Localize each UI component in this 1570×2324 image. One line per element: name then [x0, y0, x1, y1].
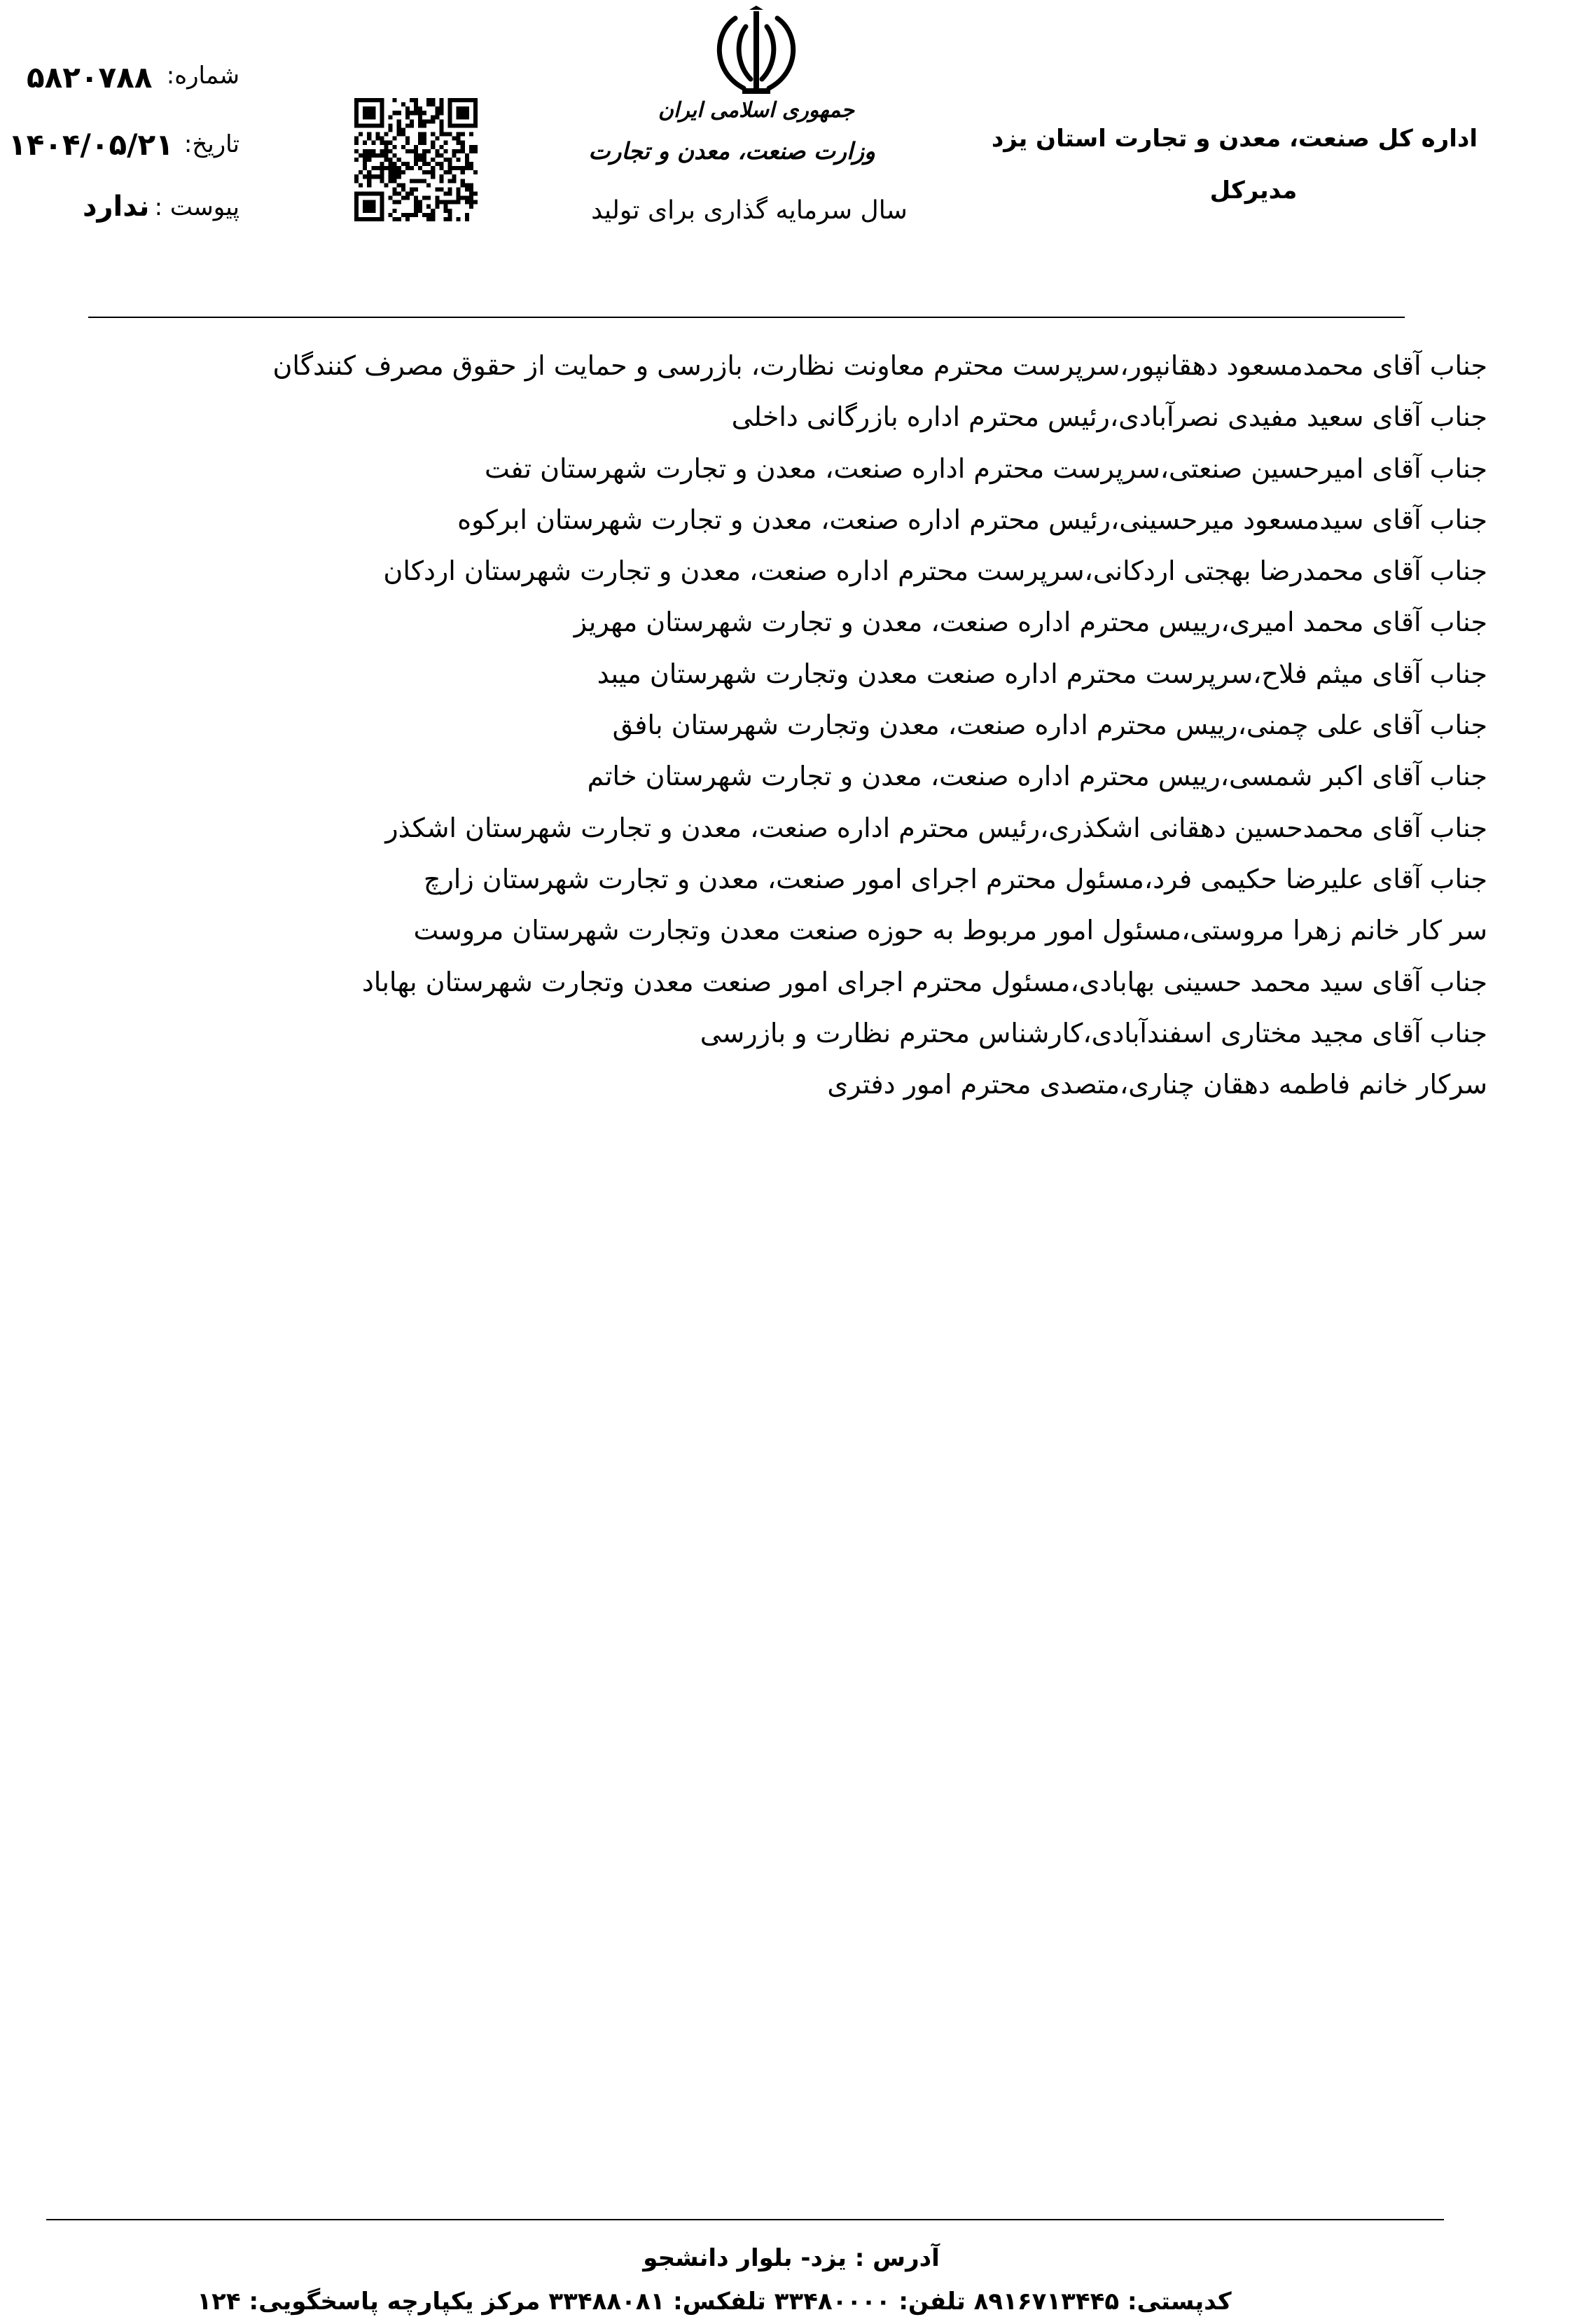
- list-item: جناب آقای مجید مختاری اسفندآبادی،کارشناس محترم نظارت و بازرسی: [700, 1017, 1487, 1049]
- list-item: جناب آقای امیرحسین صنعتی،سرپرست محترم اداره صنعت، معدن و تجارت شهرستان تفت: [484, 452, 1487, 484]
- signatory-title: مدیرکل: [1209, 177, 1298, 205]
- qr-code: [354, 98, 478, 221]
- recipient-list: [157, 340, 1487, 1110]
- list-item: جناب آقای میثم فلاح،سرپرست محترم اداره صنعت معدن وتجارت شهرستان میبد: [597, 658, 1487, 689]
- list-item: جناب آقای محمدحسین دهقانی اشکذری،رئیس محترم اداره صنعت، معدن و تجارت شهرستان اشکذر: [385, 812, 1487, 843]
- letter-date-label: تاریخ:: [183, 130, 239, 158]
- letter-date-value: ۱۴۰۴/۰۵/۲۱: [8, 127, 174, 162]
- list-item: جناب آقای سیدمسعود میرحسینی،رئیس محترم اداره صنعت، معدن و تجارت شهرستان ابرکوه: [457, 504, 1487, 535]
- letter-attachment-value: ندارد: [83, 191, 150, 223]
- list-item: جناب آقای محمدمسعود دهقانپور،سرپرست محترم معاونت نظارت، بازرسی و حمایت از حقوق مصرف کنندگان: [272, 350, 1487, 381]
- list-item: جناب آقای علی چمنی،رییس محترم اداره صنعت، معدن وتجارت شهرستان بافق: [612, 710, 1487, 741]
- header-divider: [88, 317, 1405, 318]
- footer-contact: کدپستی: ۸۹۱۶۷۱۳۴۴۵ تلفن: ۳۳۴۸۰۰۰۰ تلفکس: ۳۳۴۸۸۰۸۱ مرکز یکپارچه پاسخگویی: ۱۲۴: [197, 2288, 1232, 2316]
- republic-name: جمهوری اسلامی ایران: [658, 98, 854, 123]
- list-item: جناب آقای سید محمد حسینی بهابادی،مسئول محترم اجرای امور صنعت معدن وتجارت شهرستان بهاباد: [361, 966, 1487, 997]
- ministry-name: وزارت صنعت، معدن و تجارت: [588, 137, 875, 165]
- organization-name: اداره کل صنعت، معدن و تجارت استان یزد: [991, 125, 1478, 153]
- list-item: جناب آقای محمدرضا بهجتی اردکانی،سرپرست محترم اداره صنعت، معدن و تجارت شهرستان اردکان: [383, 555, 1487, 587]
- footer-address: آدرس : یزد- بلوار دانشجو: [643, 2244, 940, 2272]
- letter-date-row: [184, 130, 239, 158]
- letter-number-value: ۵۸۲۰۷۸۸: [27, 60, 153, 95]
- list-item: سر کار خانم زهرا مروستی،مسئول امور مربوط به حوزه صنعت معدن وتجارت شهرستان مروست: [413, 915, 1487, 946]
- letter-number-label: شماره:: [166, 62, 239, 90]
- iran-emblem-icon: [707, 6, 805, 100]
- list-item: سرکار خانم فاطمه دهقان چناری،متصدی محترم امور دفتری: [827, 1069, 1487, 1100]
- year-slogan: سال سرمایه گذاری برای تولید: [591, 196, 908, 225]
- letter-number-row: [167, 62, 239, 90]
- list-item: جناب آقای اکبر شمسی،رییس محترم اداره صنعت، معدن و تجارت شهرستان خاتم: [587, 761, 1487, 792]
- letter-attachment-row: [155, 193, 239, 221]
- footer-divider: [46, 2219, 1444, 2220]
- letter-attachment-label: پیوست :: [154, 193, 239, 221]
- list-item: جناب آقای علیرضا حکیمی فرد،مسئول محترم اجرای امور صنعت، معدن و تجارت شهرستان زارچ: [423, 863, 1487, 894]
- list-item: جناب آقای محمد امیری،رییس محترم اداره صنعت، معدن و تجارت شهرستان مهریز: [574, 607, 1487, 638]
- list-item: جناب آقای سعید مفیدی نصرآبادی،رئیس محترم اداره بازرگانی داخلی: [731, 401, 1487, 433]
